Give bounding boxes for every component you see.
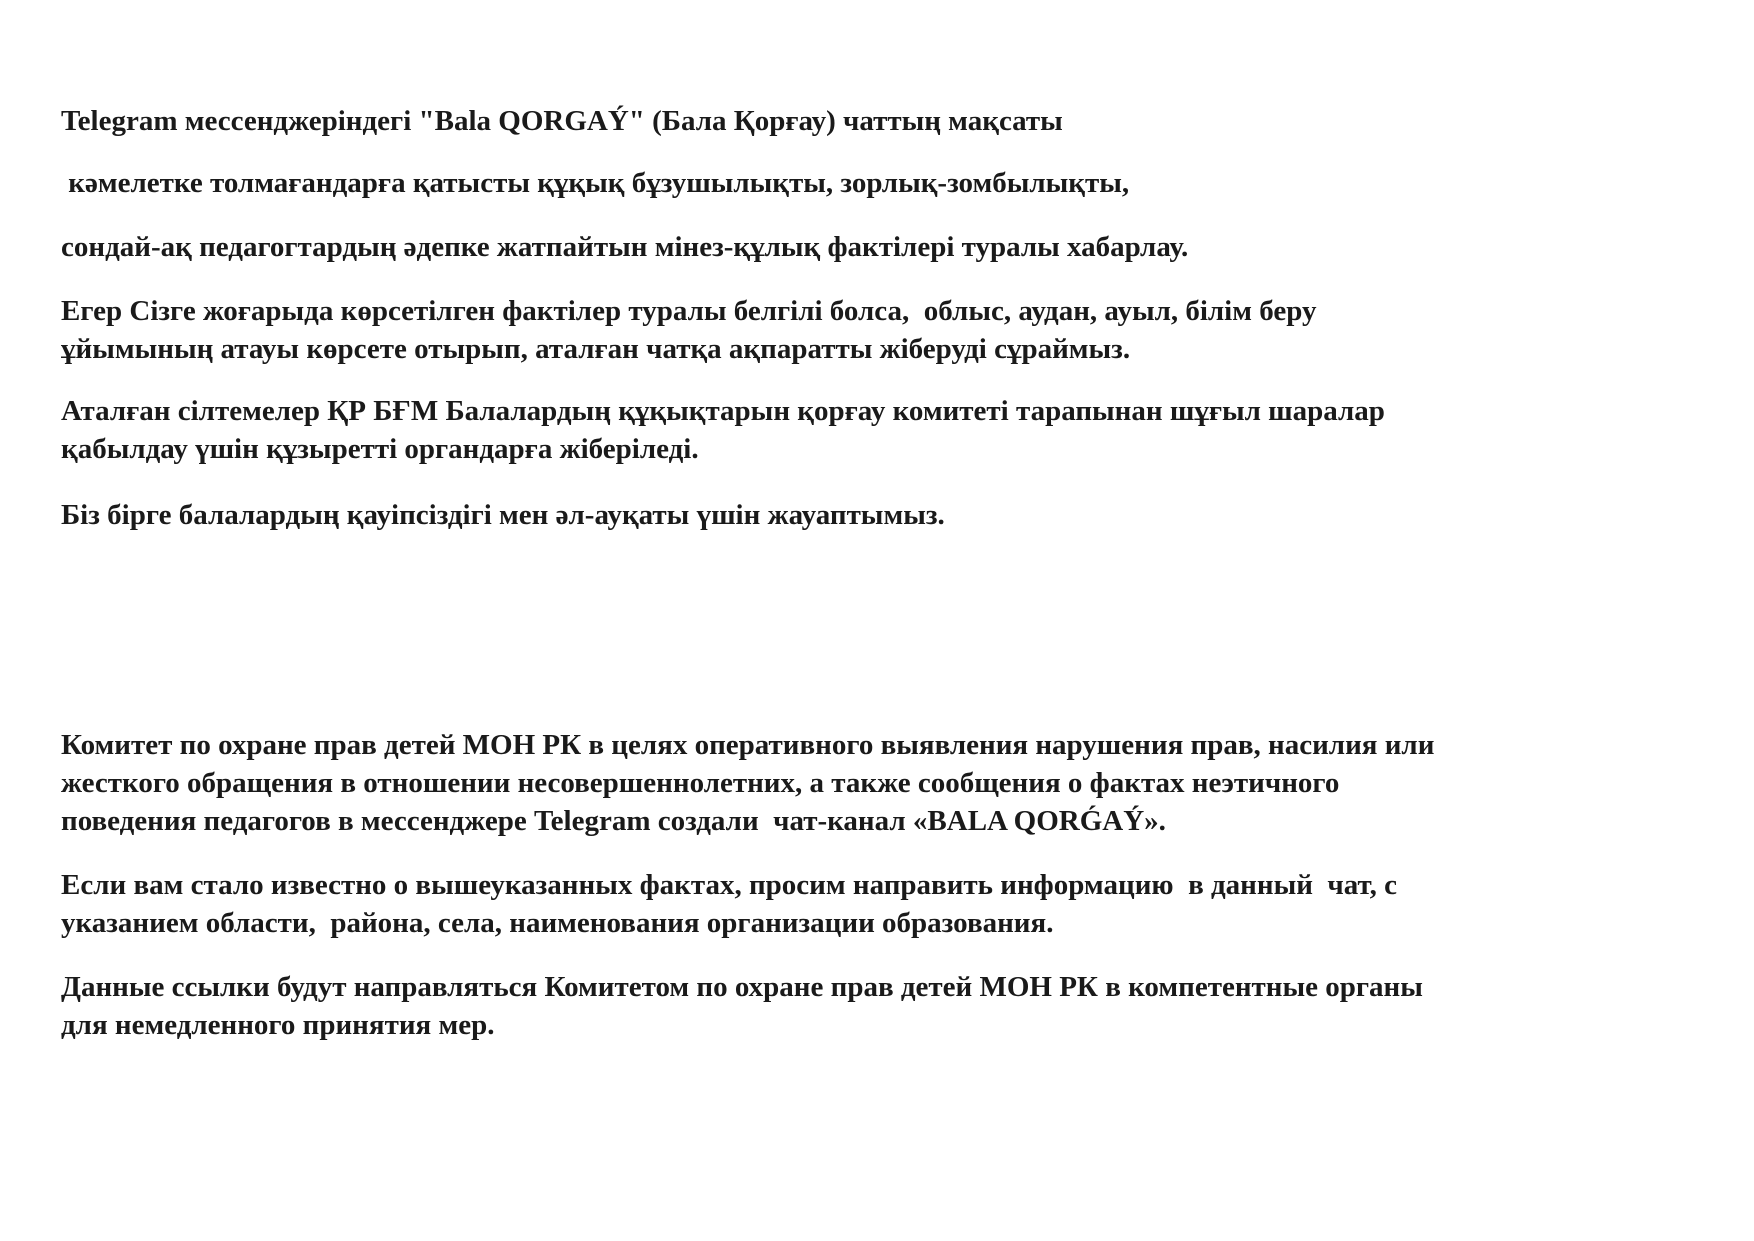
ru-links-paragraph: Данные ссылки будут направляться Комитетом по охране прав детей МОН РК в компетентные органы для немедленного принятия мер.	[61, 971, 1423, 1041]
kz-request-paragraph: Егер Сізге жоғарыда көрсетілген фактілер туралы белгілі болса, облыс, аудан, ауыл, білім беру ұйымының атауы көрсете отырып, аталған чатқа ақпаратты жіберуді сұраймыз.	[61, 295, 1317, 365]
kz-links-paragraph: Аталған сілтемелер ҚР БҒМ Балалардың құқықтарын қорғау комитеті тарапынан шұғыл шаралар қабылдау үшін құзыретті органдарға жіберіледі.	[61, 395, 1385, 465]
kz-purpose-line-2: кәмелетке толмағандарға қатысты құқық бұзушылықты, зорлық-зомбылықты,	[61, 167, 1130, 199]
kz-purpose-line-1: Telegram мессенджеріндегі "Bala QORGAÝ" (Бала Қорғау) чаттың мақсаты	[61, 105, 1063, 137]
kz-purpose-line-3: сондай-ақ педагогтардың әдепке жатпайтын мінез-құлық фактілері туралы хабарлау.	[61, 231, 1189, 263]
kz-closing-line: Біз бірге балалардың қауіпсіздігі мен әл-ауқаты үшін жауаптымыз.	[61, 499, 945, 531]
ru-committee-paragraph: Комитет по охране прав детей МОН РК в целях оперативного выявления нарушения прав, насилия или жесткого обращения в отношении несовершеннолетних, а также сообщения о фактах неэтичного поведения педагогов в мессенджере Telegram создали чат-канал «BALA QORǴAÝ».	[61, 729, 1435, 837]
ru-request-paragraph: Если вам стало известно о вышеуказанных фактах, просим направить информацию в данный чат, с указанием области, района, села, наименования организации образования.	[61, 869, 1397, 939]
